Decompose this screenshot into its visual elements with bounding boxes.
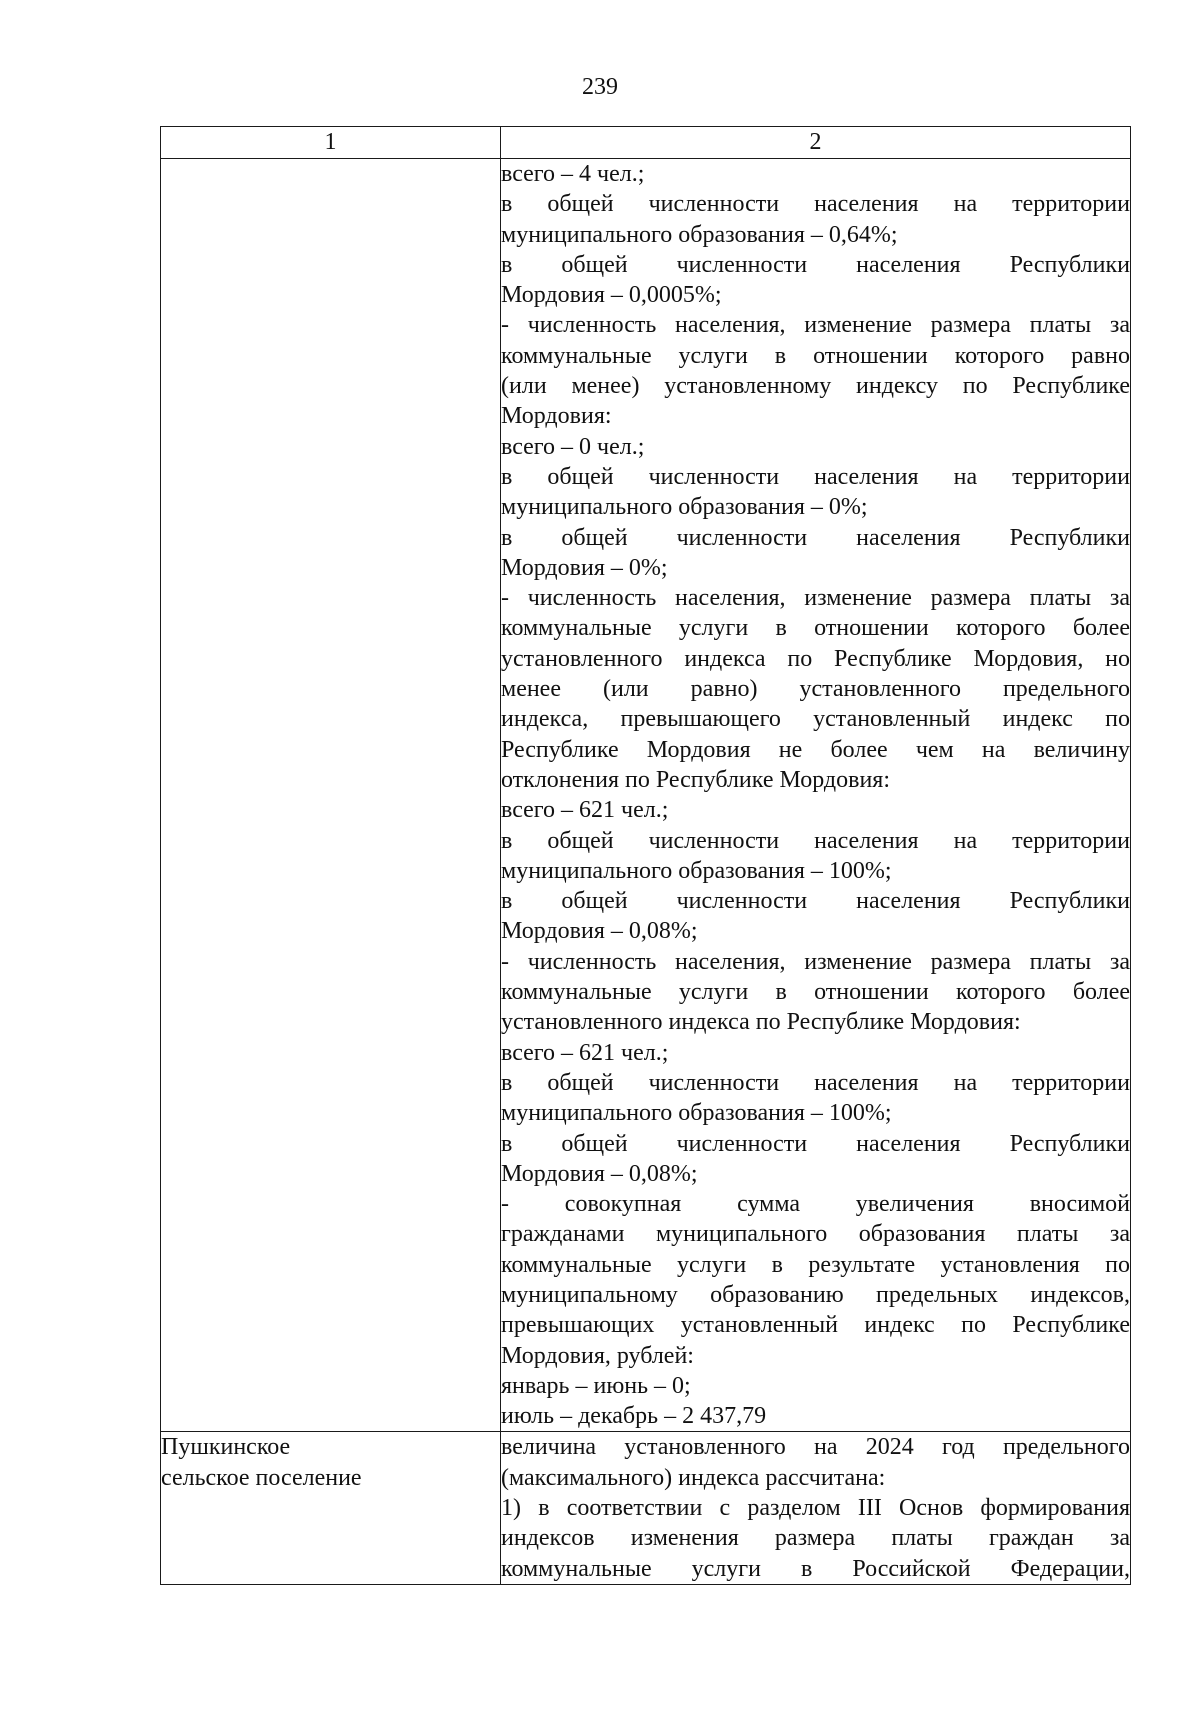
text-line: (или менее) установленному индексу по Республике <box>501 373 1130 400</box>
text-line: Мордовия, рублей: <box>501 1342 694 1369</box>
column-header-1: 1 <box>161 127 501 159</box>
text-line: - совокупная сумма увеличения вносимой <box>501 1191 1130 1218</box>
text-line: всего – 621 чел.; <box>501 797 669 824</box>
text-line: превышающих установленный индекс по Республике <box>501 1312 1130 1339</box>
text-line: Мордовия – 0,0005%; <box>501 282 722 309</box>
row2-municipality-cell <box>161 1432 501 1584</box>
text-line: - численность населения, изменение размера платы за <box>501 948 1130 975</box>
text-line: Мордовия – 0,08%; <box>501 918 698 945</box>
text-line: в общей численности населения Республики <box>501 888 1130 915</box>
text-line: муниципального образования – 0,64%; <box>501 221 898 248</box>
text-line: в общей численности населения на территории <box>501 1069 1130 1096</box>
text-line: индексов изменения размера платы граждан за <box>501 1525 1130 1552</box>
text-line: январь – июнь – 0; <box>501 1372 691 1399</box>
text-line: - численность населения, изменение размера платы за <box>501 312 1130 339</box>
row2-right-cell <box>501 1432 1131 1584</box>
text-line: Республике Мордовия не более чем на величину <box>501 736 1130 763</box>
text-line: в общей численности населения на территории <box>501 827 1130 854</box>
text-line: в общей численности населения на территории <box>501 463 1130 490</box>
text-line: Мордовия – 0%; <box>501 554 668 581</box>
table-header-row <box>161 127 1131 159</box>
text-line: коммунальные услуги в отношении которого более <box>501 979 1130 1006</box>
text-line: муниципального образования – 100%; <box>501 1100 892 1127</box>
text-line: в общей численности населения на территории <box>501 191 1130 218</box>
text-line: установленного индекса по Республике Мордовия, но <box>501 645 1130 672</box>
text-line: коммунальные услуги в отношении которого равно <box>501 342 1130 369</box>
table-row <box>161 159 1131 1432</box>
text-line: коммунальные услуги в результате установления по <box>501 1251 1130 1278</box>
text-line: муниципального образования – 100%; <box>501 857 892 884</box>
text-line: муниципальному образованию предельных индексов, <box>501 1281 1130 1308</box>
text-line: отклонения по Республике Мордовия: <box>501 766 891 793</box>
text-line: всего – 0 чел.; <box>501 433 645 460</box>
text-line: муниципального образования – 0%; <box>501 494 868 521</box>
text-line: в общей численности населения Республики <box>501 1130 1130 1157</box>
text-line: коммунальные услуги в Российской Федерации, <box>501 1555 1130 1582</box>
text-line: сельское поселение <box>161 1464 362 1491</box>
row1-right-cell <box>501 159 1131 1432</box>
row1-left-cell <box>161 159 501 1432</box>
text-line: менее (или равно) установленного предельного <box>501 676 1130 703</box>
document-table <box>160 126 1131 1585</box>
text-line: коммунальные услуги в отношении которого более <box>501 615 1130 642</box>
text-line: в общей численности населения Республики <box>501 524 1130 551</box>
text-line: июль – декабрь – 2 437,79 <box>501 1403 767 1430</box>
page-number: 239 <box>582 74 618 100</box>
text-line: 1) в соответствии с разделом III Основ формирования <box>501 1495 1130 1522</box>
text-line: - численность населения, изменение размера платы за <box>501 585 1130 612</box>
text-line: (максимального) индекса рассчитана: <box>501 1464 886 1491</box>
text-line: Мордовия: <box>501 403 612 430</box>
column-header-2: 2 <box>501 127 1131 159</box>
text-line: всего – 621 чел.; <box>501 1039 669 1066</box>
table-row <box>161 1432 1131 1584</box>
text-line: в общей численности населения Республики <box>501 251 1130 278</box>
text-line: величина установленного на 2024 год предельного <box>501 1434 1130 1461</box>
text-line: гражданами муниципального образования платы за <box>501 1221 1130 1248</box>
text-line: всего – 4 чел.; <box>501 161 645 187</box>
text-line: индекса, превышающего установленный индекс по <box>501 706 1130 733</box>
text-line: Мордовия – 0,08%; <box>501 1160 698 1187</box>
text-line: Пушкинское <box>161 1434 291 1461</box>
text-line: установленного индекса по Республике Мордовия: <box>501 1009 1021 1036</box>
